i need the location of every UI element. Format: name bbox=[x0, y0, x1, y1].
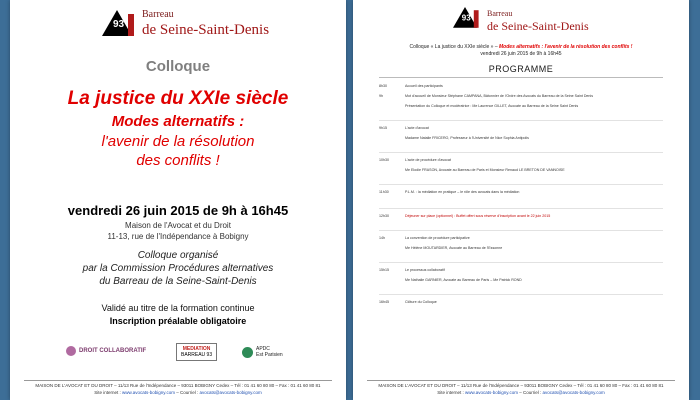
footer-contact: Site internet : www.avocats-bobigny.com – Courriel : avocats@avocats-bobigny.com bbox=[437, 390, 605, 395]
event-date: vendredi 26 juin 2015 de 9h à 16h45 bbox=[67, 203, 289, 218]
venue-name: Maison de l'Avocat et du Droit bbox=[125, 221, 231, 230]
programme-text: Me Hélène MOUTARDIER, Avocate au Barreau de l'Essonne bbox=[405, 246, 503, 250]
section-divider bbox=[379, 152, 663, 153]
programme-text: Me Nathalie GARNIER, Avocate au Barreau de Paris – Me Patrick ROND bbox=[405, 278, 522, 282]
logo-big-text: de Seine-Saint-Denis bbox=[142, 22, 270, 38]
venue-address: 11-13, rue de l'Indépendance à Bobigny bbox=[107, 232, 249, 241]
subtitle-line-3: des conflits ! bbox=[136, 152, 220, 169]
programme-text: Le processus collaboratif bbox=[405, 268, 445, 272]
programme-text: Présentation du Colloque et modératrice : Me Laurence GILLET, Avocate au Barreau de la Seine Saint Denis bbox=[405, 104, 579, 108]
invitation-page bbox=[10, 0, 346, 400]
barreau-logo bbox=[453, 7, 589, 35]
mediation-barreau-label: BARREAU 93 bbox=[181, 352, 213, 358]
programme-time: 12h30 bbox=[379, 214, 389, 218]
barreau-logo bbox=[102, 10, 269, 38]
programme-text: L'acte de procédure d'avocat bbox=[405, 158, 451, 162]
footer-address: MAISON DE L'AVOCAT ET DU DROIT – 11/13 Rue de l'Indépendance – 93011 BOBIGNY Cedex – Tél : 01 41 60 80 80 – Fax : 01 41 60 80 81 bbox=[378, 383, 664, 388]
programme-rule bbox=[379, 77, 663, 78]
programme-text: Accueil des participants bbox=[405, 84, 443, 88]
subtitle-line-2: l'avenir de la résolution bbox=[101, 133, 255, 150]
logo-small-text: Barreau bbox=[142, 9, 174, 20]
partner-droit-collaboratif bbox=[66, 346, 146, 356]
subtitle-line-1: Modes alternatifs : bbox=[111, 113, 245, 130]
programme-text: La convention de procédure participative bbox=[405, 236, 470, 240]
droit-collaboratif-logo-icon bbox=[66, 346, 76, 356]
programme-text: Me Elodie FRASON, Avocate au Barreau de Paris et Monsieur Renaud LE BRETON DE VANNOISE bbox=[405, 168, 565, 172]
registration-notice: Inscription préalable obligatoire bbox=[109, 316, 247, 326]
programme-header: Colloque « La justice du XXIe siècle » – Modes alternatifs : l'avenir de la résolution des conflits ! bbox=[409, 44, 633, 50]
partner-mediation bbox=[176, 343, 217, 361]
programme-time: 10h30 bbox=[379, 158, 389, 162]
programme-text: Mot d'accueil de Monsieur Stéphane CAMPANA, Bâtonnier de l'Ordre des Avocats du Barreau de la Seine Saint Denis bbox=[405, 94, 594, 98]
programme-time: 8h30 bbox=[379, 84, 387, 88]
section-divider bbox=[379, 120, 663, 121]
section-divider bbox=[379, 294, 663, 295]
email-link[interactable]: avocats@avocats-bobigny.com bbox=[542, 390, 605, 395]
droit-collaboratif-label: DROIT COLLABORATIF bbox=[79, 348, 147, 354]
partner-apdc bbox=[242, 346, 283, 358]
barreau-emblem-icon: 93 bbox=[102, 10, 132, 38]
programme-text: Déjeuner sur place (optionnel) : Buffet offert sous réserve d'inscription avant le 22 juin 2015 bbox=[405, 214, 551, 218]
colloque-heading: Colloque bbox=[145, 58, 211, 75]
email-link[interactable]: avocats@avocats-bobigny.com bbox=[199, 390, 262, 395]
website-link[interactable]: www.avocats-bobigny.com bbox=[465, 390, 518, 395]
footer-divider bbox=[24, 380, 332, 381]
organizer-line-3: du Barreau de la Seine-Saint-Denis bbox=[99, 276, 257, 287]
programme-title: PROGRAMME bbox=[488, 64, 554, 74]
website-link[interactable]: www.avocats-bobigny.com bbox=[122, 390, 175, 395]
section-divider bbox=[379, 230, 663, 231]
programme-text: L'acte d'avocat bbox=[405, 126, 429, 130]
apdc-label: APDC bbox=[256, 346, 270, 352]
section-divider bbox=[379, 184, 663, 185]
organizer-line-1: Colloque organisé bbox=[137, 250, 219, 261]
section-divider bbox=[379, 208, 663, 209]
mediation-label: MEDIATION bbox=[182, 346, 211, 352]
programme-time: 14h bbox=[379, 236, 385, 240]
programme-text: P.L.M. : la médiation en pratique – le rôle des avocats dans la médiation bbox=[405, 190, 520, 194]
logo-big-text: de Seine-Saint-Denis bbox=[487, 19, 589, 33]
training-validation: Validé au titre de la formation continue bbox=[101, 303, 255, 313]
programme-time: 11h30 bbox=[379, 190, 389, 194]
programme-page bbox=[353, 0, 689, 400]
footer-contact: Site internet : www.avocats-bobigny.com – Courriel : avocats@avocats-bobigny.com bbox=[94, 390, 262, 395]
section-divider bbox=[379, 262, 663, 263]
barreau-emblem-icon: 93 bbox=[453, 7, 477, 29]
logo-small-text: Barreau bbox=[487, 9, 513, 18]
programme-text: Madame Natalie FRICERO, Professeur à l'Université de Nice Sophia Antipolis bbox=[405, 136, 529, 140]
programme-text: Clôture du Colloque bbox=[405, 300, 437, 304]
programme-time: 16h45 bbox=[379, 300, 389, 304]
programme-date: vendredi 26 juin 2015 de 9h à 16h45 bbox=[480, 51, 562, 57]
apdc-region-label: Est Parisien bbox=[256, 352, 283, 358]
apdc-logo-icon bbox=[242, 347, 253, 358]
main-title: La justice du XXIe siècle bbox=[67, 88, 289, 109]
programme-time: 9h15 bbox=[379, 126, 387, 130]
programme-time: 9h bbox=[379, 94, 383, 98]
organizer-line-2: par la Commission Procédures alternatives bbox=[82, 263, 274, 274]
footer-divider bbox=[367, 380, 675, 381]
programme-time: 15h15 bbox=[379, 268, 389, 272]
footer-address: MAISON DE L'AVOCAT ET DU DROIT – 11/13 Rue de l'Indépendance – 93011 BOBIGNY Cedex – Tél : 01 41 60 80 80 – Fax : 01 41 60 80 81 bbox=[35, 383, 321, 388]
